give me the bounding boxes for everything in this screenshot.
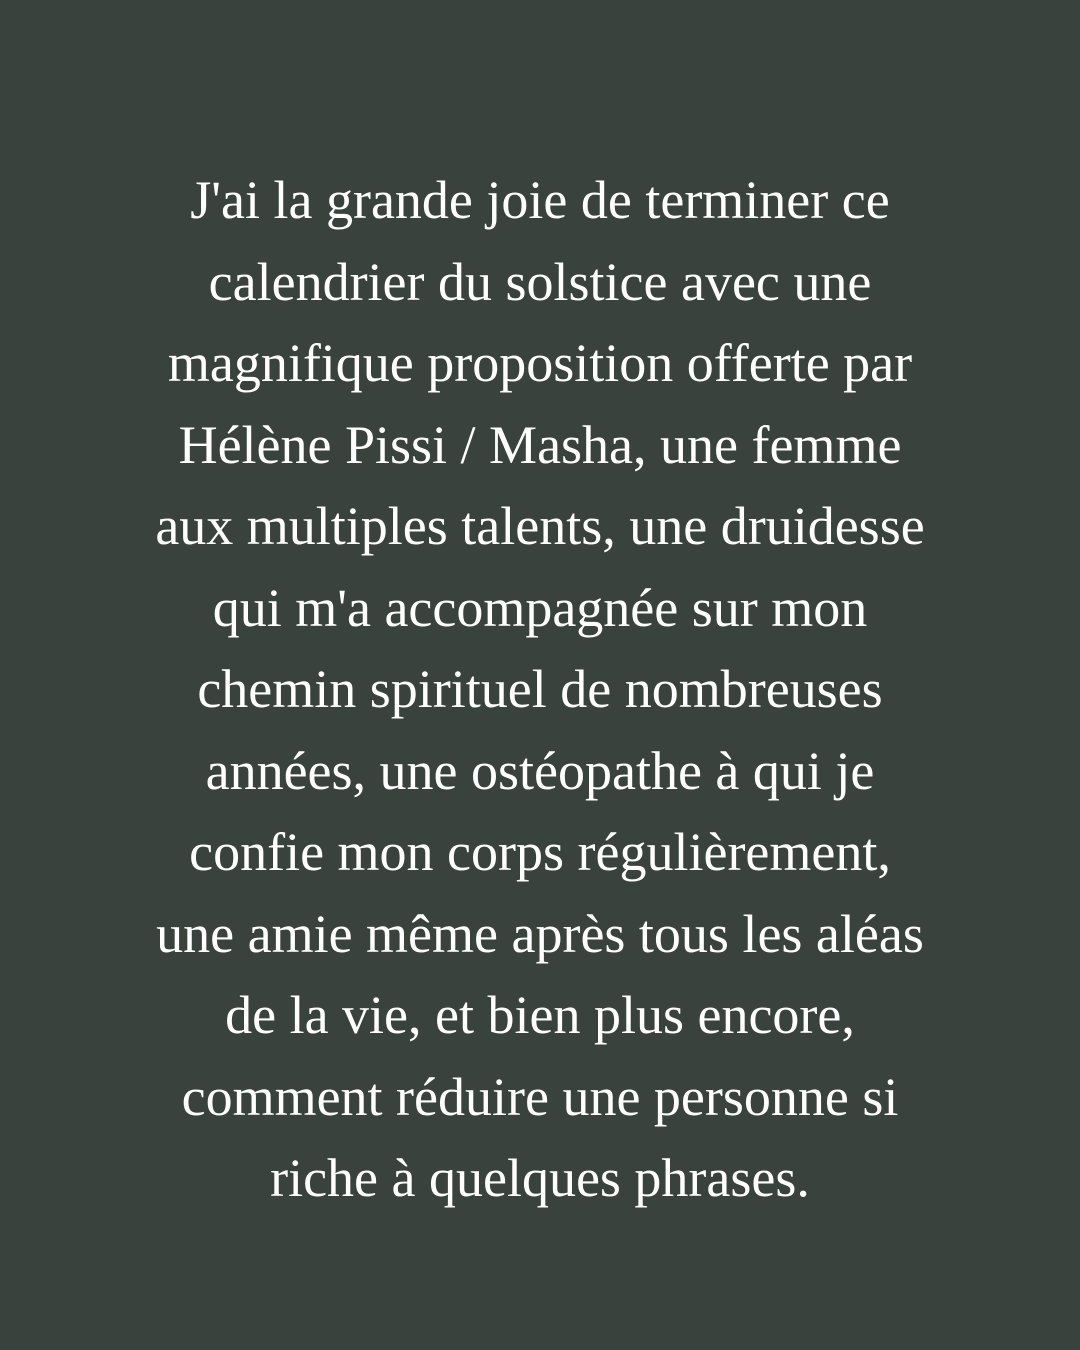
paragraph-line: de la vie, et bien plus encore, bbox=[225, 985, 855, 1045]
paragraph bbox=[0, 160, 1080, 1220]
paragraph-line: aux multiples talents, une druidesse bbox=[155, 496, 925, 556]
paragraph-line: riche à quelques phrases. bbox=[270, 1148, 810, 1208]
paragraph-line: calendrier du solstice avec une bbox=[208, 251, 872, 312]
paragraph-line: années, une ostéopathe à qui je bbox=[205, 740, 875, 801]
paragraph-line: chemin spirituel de nombreuses bbox=[197, 659, 883, 719]
paragraph-line: Hélène Pissi / Masha, une femme bbox=[178, 414, 902, 475]
paragraph-line: une amie même après tous les aléas bbox=[156, 903, 924, 964]
paragraph-line: J'ai la grande joie de terminer ce bbox=[190, 170, 890, 230]
paragraph-line: magnifique proposition offerte par bbox=[167, 333, 913, 393]
paragraph-line: confie mon corps régulièrement, bbox=[189, 822, 891, 882]
paragraph-line: comment réduire une personne si bbox=[181, 1066, 899, 1127]
paragraph-line: qui m'a accompagnée sur mon bbox=[212, 577, 868, 638]
